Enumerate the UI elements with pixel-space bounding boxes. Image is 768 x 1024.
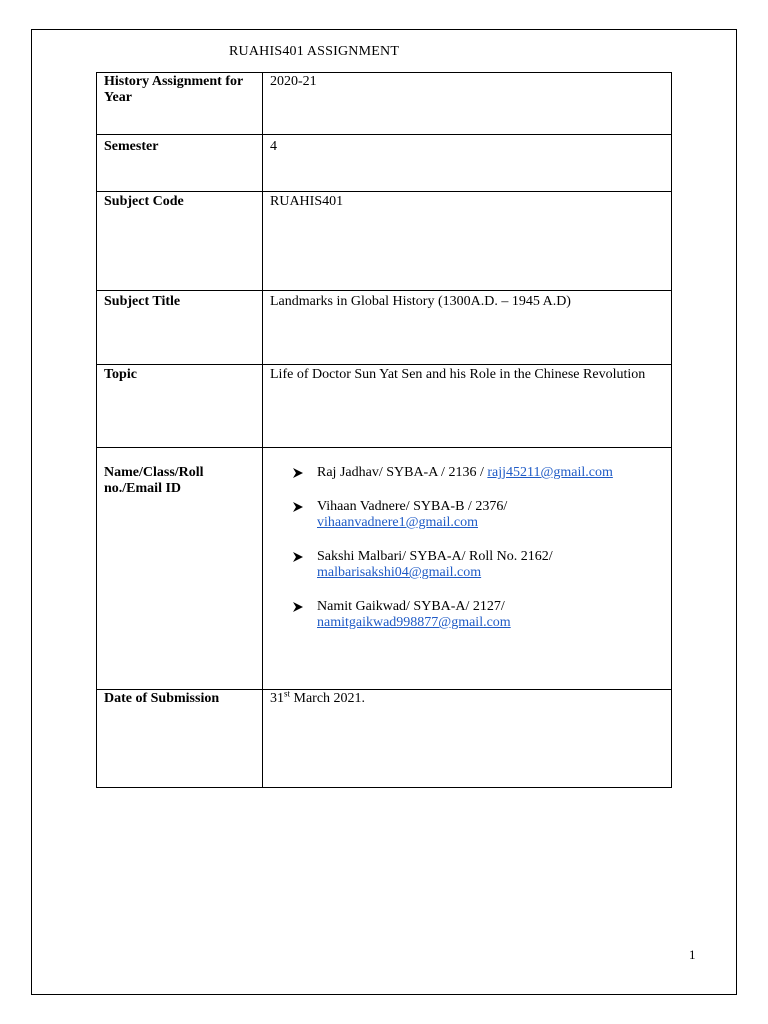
- page-number: 1: [689, 947, 696, 962]
- submission-date-label: Date of Submission: [97, 690, 263, 788]
- student-info: Vihaan Vadnere/ SYBA-B / 2376/: [317, 499, 508, 514]
- student-info: Sakshi Malbari/ SYBA-A/ Roll No. 2162/: [317, 549, 553, 564]
- semester-value: 4: [263, 135, 672, 192]
- topic-label: Topic: [97, 365, 263, 448]
- student-email-link[interactable]: namitgaikwad998877@gmail.com: [317, 615, 511, 630]
- submission-date-value: [263, 690, 672, 788]
- arrowhead-bullet-icon: [293, 502, 303, 512]
- year-label: History Assignment for Year: [97, 73, 263, 135]
- list-item: [293, 549, 665, 581]
- arrowhead-bullet-icon: [293, 602, 303, 612]
- student-email-link[interactable]: rajj45211@gmail.com: [487, 465, 613, 480]
- table-row: [97, 291, 672, 365]
- table-row: [97, 135, 672, 192]
- table-row: [97, 73, 672, 135]
- table-row: [97, 365, 672, 448]
- assignment-info-table: [96, 72, 672, 788]
- semester-label: Semester: [97, 135, 263, 192]
- list-item: [293, 499, 665, 531]
- document-title: RUAHIS401 ASSIGNMENT: [229, 44, 400, 59]
- subject-title-label: Subject Title: [97, 291, 263, 365]
- student-info: Raj Jadhav/ SYBA-A / 2136 /: [317, 465, 488, 480]
- subject-title-value: Landmarks in Global History (1300A.D. – 1945 A.D): [263, 291, 672, 365]
- students-cell: [263, 448, 672, 690]
- list-item: [293, 599, 665, 631]
- arrowhead-bullet-icon: [293, 468, 303, 478]
- table-row: [97, 690, 672, 788]
- student-email-link[interactable]: malbarisakshi04@gmail.com: [317, 565, 482, 580]
- year-value: 2020-21: [263, 73, 672, 135]
- date-day: 31: [270, 691, 284, 706]
- table-row: [97, 192, 672, 291]
- table-row: [97, 448, 672, 690]
- date-ordinal-suffix: st: [284, 688, 291, 699]
- student-info: Namit Gaikwad/ SYBA-A/ 2127/: [317, 599, 505, 614]
- topic-value: Life of Doctor Sun Yat Sen and his Role in the Chinese Revolution: [263, 365, 672, 448]
- students-label: Name/Class/Roll no./Email ID: [97, 448, 263, 690]
- subject-code-value: RUAHIS401: [263, 192, 672, 291]
- student-list: [270, 449, 665, 631]
- subject-code-label: Subject Code: [97, 192, 263, 291]
- list-item: [293, 465, 665, 481]
- arrowhead-bullet-icon: [293, 552, 303, 562]
- student-email-link[interactable]: vihaanvadnere1@gmail.com: [317, 515, 478, 530]
- date-rest: March 2021.: [290, 691, 366, 706]
